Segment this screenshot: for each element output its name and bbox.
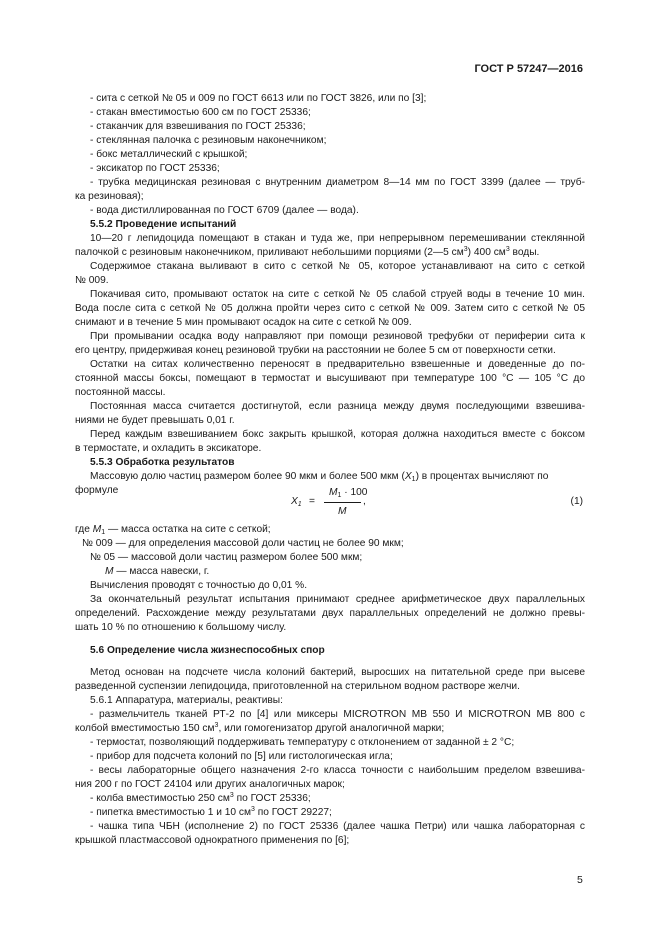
text-line: - весы лабораторные общего назначения 2-го класса точности с наибольшим пределом взвешива-: [90, 765, 585, 776]
formula: [291, 487, 371, 521]
text-line: колбой вместимостью 150 $см^3$, или гомогенизатор другой аналогичной марки;: [75, 722, 445, 734]
text-line: постоянной массы.: [75, 387, 166, 398]
text-line: Постоянная масса считается достигнутой, если разница между двумя последующими взвешива-: [90, 401, 585, 412]
formula-number: (1): [570, 496, 583, 507]
formula-numerator: $M_1 \cdot 100$: [329, 487, 368, 499]
text-line: разведенной суспензии лепидоцида, приготовленной на стерильном водном растворе желчи.: [75, 681, 520, 692]
text-line: стоянной массы боксы, помещают в термостат и высушивают при температуре 100 °С — 105 °С до: [75, 373, 585, 384]
text-line: При промывании осадка воду направляют при помощи резиновой трефубки от периферии сита к: [90, 331, 585, 342]
text-line: формуле: [75, 485, 119, 496]
text-line: определений. Расхождение между результатами двух параллельных определений не должно превы-: [75, 608, 585, 619]
fraction-bar: [324, 502, 361, 503]
text-line: № 05 — массовой доли частиц размером более 500 мкм;: [90, 552, 363, 563]
text-line: в термостате, и охладить в эксикаторе.: [75, 443, 262, 454]
document-header: ГОСТ Р 57247—2016: [474, 63, 583, 75]
text-line: снимают и в течение 5 мин промывают осадок на сите с сеткой № 009.: [75, 317, 412, 328]
text-line: № 009 — для определения массовой доли частиц не более 90 мкм;: [82, 538, 404, 549]
formula-variable: $X_1$: [291, 496, 302, 508]
text-line: - стаканчик для взвешивания по ГОСТ 25336;: [90, 121, 306, 132]
text-line: № 009.: [75, 275, 109, 286]
text-line: - эксикатор по ГОСТ 25336;: [90, 163, 220, 174]
text-line: палочкой с резиновым наконечником, приливают небольшими порциями (2—5 $см^3$) 400 $см^3$ воды.: [75, 246, 540, 258]
page-number: 5: [577, 874, 583, 886]
text-line: 5.6.1 Аппаратура, материалы, реактивы:: [90, 695, 283, 706]
text-line: ниями не будет превышать 0,01 г.: [75, 415, 235, 426]
text-line: - вода дистиллированная по ГОСТ 6709 (далее — вода).: [90, 205, 359, 216]
text-line: - стакан вместимостью 600 см по ГОСТ 25336;: [90, 107, 311, 118]
text-line: крышкой пластмассовой однократного применения по [6];: [75, 835, 350, 846]
formula-equals: =: [309, 496, 315, 507]
formula-denominator: M: [338, 506, 347, 517]
text-line: - стеклянная палочка с резиновым наконечником;: [90, 135, 327, 146]
text-line: - термостат, позволяющий поддерживать температуру с отклонением от заданной ± 2 °С;: [90, 737, 515, 748]
text-line: - колба вместимостью 250 $см^3$ по ГОСТ 25336;: [90, 792, 311, 804]
text-line: Метод основан на подсчете числа колоний бактерий, выросших на питательной среде при высеве: [90, 667, 585, 678]
text-line: - прибор для подсчета колоний по [5] или гистологическая игла;: [90, 751, 393, 762]
formula-comma: ,: [363, 496, 366, 507]
text-line: - пипетка вместимостью 1 и 10 $см^3$ по ГОСТ 29227;: [90, 806, 332, 818]
text-line: Вычисления проводят с точностью до 0,01 %.: [90, 580, 308, 591]
text-line: - размельчитель тканей РТ-2 по [4] или миксеры MICROTRON MB 550 И MICROTRON MB 800 с: [90, 709, 585, 720]
text-line: шать 10 % по отношению к большому числу.: [75, 622, 287, 633]
text-line: ка резиновая);: [75, 191, 144, 202]
text-line: M — масса навески, г.: [105, 566, 210, 577]
text-line: где $M_1$ — масса остатка на сите с сеткой;: [75, 524, 271, 536]
text-line: Остатки на ситах количественно переносят в предварительно взвешенные и доведенные до по-: [90, 359, 585, 370]
section-heading: 5.5.3 Обработка результатов: [90, 457, 235, 468]
text-line: 10—20 г лепидоцида помещают в стакан и туда же, при непрерывном перемешивании стеклянной: [90, 233, 585, 244]
section-heading: 5.6 Определение числа жизнеспособных спор: [90, 645, 325, 656]
text-line: ния 200 г по ГОСТ 24104 или других аналогичных марок;: [75, 779, 345, 790]
text-line: - бокс металлический с крышкой;: [90, 149, 248, 160]
text-line: За окончательный результат испытания принимают среднее арифметическое двух параллельных: [90, 594, 585, 605]
text-line: - трубка медицинская резиновая с внутренним диаметром 8—14 мм по ГОСТ 3399 (далее — труб-: [90, 177, 585, 188]
text-line: Перед каждым взвешиванием бокс закрыть крышкой, которая должна находиться вместе с боксом: [90, 429, 585, 440]
section-heading: 5.5.2 Проведение испытаний: [90, 219, 237, 230]
text-line: Содержимое стакана выливают в сито с сеткой № 05, которое устанавливают на сито с сеткой: [90, 261, 585, 272]
text-line: его центру, придерживая конец резиновой трубки на расстоянии не более 5 см от поверхности сетки.: [75, 345, 556, 356]
text-line: - сита с сеткой № 05 и 009 по ГОСТ 6613 или по ГОСТ 3826, или по [3];: [90, 93, 427, 104]
text-line: Покачивая сито, промывают остаток на сите с сеткой № 05 слабой струей воды в течение 10 мин.: [90, 289, 585, 300]
text-line: - чашка типа ЧБН (исполнение 2) по ГОСТ 25336 (далее чашка Петри) или чашка лабораторная с: [90, 821, 585, 832]
text-line: Массовую долю частиц размером более 90 мкм и более 500 мкм $(X_1)$ в процентах вычисляют по: [90, 471, 549, 483]
text-line: Вода после сита с сеткой № 05 должна пройти через сито с сеткой № 009. Затем сито с сеткой № 05: [75, 303, 585, 314]
